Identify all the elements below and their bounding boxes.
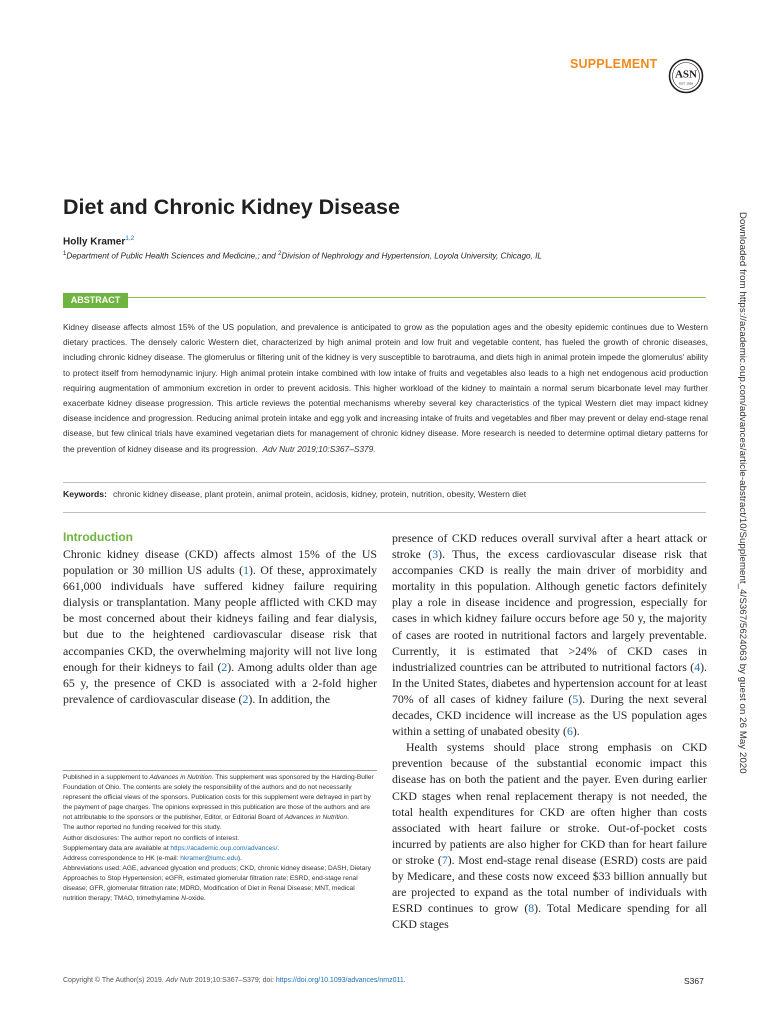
section-label: SUPPLEMENT (570, 57, 658, 71)
affiliation-mark-1: 1 (63, 251, 67, 257)
keywords-rule-top (63, 482, 706, 483)
footnote-supplementary-data: Supplementary data are available at https://academic.oup.com/advances/. (63, 844, 280, 852)
article-title: Diet and Chronic Kidney Disease (63, 195, 400, 219)
doi-link[interactable]: https://doi.org/10.1093/advances/nmz011 (275, 977, 404, 984)
reference-link[interactable]: 2 (242, 691, 249, 706)
intro-text-2: ). Of these, approximately 661,000 individuals have suffered kidney failure requiring dialysis or transplantation. Many people afflicted with CKD may be most concerned about their kidneys failing and fear dialysis, but due to the heightened cardiovascular disease risk that accompanies CKD, the overwhelming majority will not live long enough for their kidneys to fail ( (63, 563, 377, 674)
para1-text-5: ). (572, 724, 580, 739)
email-link[interactable]: hkramer@lumc.edu (180, 854, 238, 862)
reference-link[interactable]: 8 (528, 901, 535, 916)
abstract-text (63, 320, 708, 457)
keywords-rule-bottom (63, 512, 706, 513)
para1-text-2: ). Thus, the excess cardiovascular disease risk that accompanies CKD is really the main driver of morbidity and mortality in this population. Although genetic factors definitely play a role in disease incidence and progression, especially for cases in which kidney failure occurs before age 50 y, the majority of cases are rooted in nutritional factors and largely preventable. Currently, it is estimated that >24% of CKD cases in industrialized countries can be attributed to nutritional factors ( (392, 547, 708, 674)
supplementary-data-link[interactable]: https://academic.oup.com/advances/ (170, 844, 278, 852)
download-note (735, 212, 749, 812)
paragraph (392, 739, 707, 932)
keywords (63, 489, 708, 499)
para2-text-2: ). Most end-stage renal disease (ESRD) costs are paid by Medicare, and these costs now exceed $33 billion annually but are projected to expand as the total number of individuals with ESRD continues to grow ( (392, 852, 707, 916)
copyright-line: Copyright © The Author(s) 2019. Adv Nutr 2019;10:S367–S379; doi: https://doi.org/10.1093/advances/nmz011. (63, 977, 406, 984)
footnotes (63, 773, 375, 904)
author-affiliation-marks: 1,2 (125, 235, 135, 242)
intro-text-4: ). In addition, the (248, 691, 330, 706)
reference-link[interactable]: 6 (566, 724, 573, 739)
reference-link[interactable]: 3 (432, 547, 439, 562)
para1-text-1: presence of CKD reduces overall survival after a heart attack or stroke ( (392, 531, 707, 562)
abstract-citation: Adv Nutr 2019;10:S367–S379. (262, 443, 376, 454)
affiliation-1: Department of Public Health Sciences and Medicine,; and (66, 251, 278, 261)
affiliations (63, 251, 542, 261)
paragraph (392, 530, 707, 739)
section-heading-introduction: Introduction (63, 530, 133, 544)
keywords-label: Keywords: (63, 489, 107, 499)
reference-link[interactable]: 7 (441, 852, 448, 867)
download-note-text: Downloaded from https://academic.oup.com/advances/article-abstract/10/Supplement_4/S367/5624063 by guest on 26 May 2020 (737, 212, 748, 774)
body-column-right (392, 530, 707, 932)
affiliation-2: Division of Nephrology and Hypertension, Loyola University, Chicago, IL (281, 251, 542, 261)
reference-link[interactable]: 1 (243, 563, 249, 578)
journal-abbrev: Adv Nutr (165, 977, 193, 984)
intro-text-3: ). Among adults older than age 65 y, the presence of CKD is associated with a 2-fold higher prevalence of cardiovascular disease ( (63, 659, 377, 706)
logo-text: ASN (674, 68, 698, 81)
author-name[interactable]: Holly Kramer (63, 236, 126, 248)
logo-subtext: EST. 1928 (679, 81, 693, 86)
affiliation-mark-2: 2 (277, 251, 282, 257)
page-number: S367 (684, 976, 704, 986)
keywords-list: chronic kidney disease, plant protein, animal protein, acidosis, kidney, protein, nutrition, obesity, Western diet (112, 489, 527, 499)
abstract-label: ABSTRACT (63, 293, 128, 308)
footnote-correspondence: Address correspondence to HK (e-mail: hkramer@lumc.edu). (63, 854, 242, 862)
footnote-supplement: Published in a supplement to Advances in Nutrition. This supplement was sponsored by the Harding-Buller Foundation of Ohio. The contents are solely the responsibility of the authors and do not necessarily represent the official views of the sponsors. Publication costs for this supplement were defrayed in part by the payment of page charges. The opinions expressed in this publication are those of the authors and are not attributable to the sponsors or the publisher, Editor, or Editorial Board of Advances in Nutrition. (63, 774, 374, 822)
asn-logo (668, 58, 704, 94)
reference-link[interactable]: 5 (572, 691, 579, 706)
abstract-body: Kidney disease affects almost 15% of the US population, and prevalence is anticipated to grow as the population ages and the obesity epidemic continues due to Western dietary practices. The densely caloric Western diet, characterized by high animal protein and low fruit and vegetable content, has fueled the growth of chronic diseases, including chronic kidney disease. The glomerulus or filtering unit of the kidney is very susceptible to barotrauma, and diets high in animal protein impede the glomerulus' ability to protect itself from hemodynamic injury. High animal protein intake combined with low intake of fruits and vegetables also leads to a high net endogenous acid production requiring augmentation of ammonium excretion in order to prevent acidosis. This higher workload of the kidney to maintain a normal serum bicarbonate level may further exacerbate kidney disease progression. This article reviews the potential mechanisms whereby several key characteristics of the typical Western diet may impact kidney disease incidence and progression. Reducing animal protein intake and egg yolk and increasing intake of fruits and vegetables and fiber may prevent or delay end-stage renal disease, but few clinical trials have examined vegetarian diets for management of chronic kidney disease. More research is needed to determine optimal dietary patterns for the prevention of kidney disease and its progression. (63, 322, 708, 454)
para2-text-3: ). Total Medicare spending for all CKD stages (392, 901, 707, 932)
footnote-abbreviations: Abbreviations used: AGE, advanced glycation end products; CKD, chronic kidney disease; DASH, Dietary Approaches to Stop Hypertension; eGFR, estimated glomerular filtration rate; ESRD, end-stage renal disease; GFR, glomerular filtration rate; MDRD, Modification of Diet in Renal Disease; MNT, medical nutrition therapy; TMAO, trimethylamine N-oxide. (63, 864, 371, 903)
intro-text-1: Chronic kidney disease (CKD) affects almost 15% of the US population or 30 million US adults ( (63, 547, 377, 578)
reference-link[interactable]: 2 (221, 659, 228, 674)
footnote-funding: The author reported no funding received for this study. (63, 824, 222, 832)
footnote-rule (63, 770, 377, 771)
abstract-rule (63, 297, 706, 298)
author (63, 235, 134, 247)
reference-link[interactable]: 4 (694, 659, 701, 674)
para2-text-1: Health systems should place strong emphasis on CKD prevention because of the substantial economic impact this disease has on both the patient and the payer. Even during earlier CKD stages when renal replacement therapy is not needed, the total health expenditures for CKD are often higher than costs associated with heart failure or stroke. Out-of-pocket costs incurred by patients are also higher for CKD than for heart failure or stroke ( (392, 740, 707, 867)
body-column-left (63, 546, 377, 707)
para1-text-3: ). In the United States, diabetes and hypertension account for at least 70% of all cases of kidney failure ( (392, 659, 707, 706)
footnote-disclosures: Author disclosures: The author report no conflicts of interest. (63, 834, 240, 842)
para1-text-4: ). During the next several decades, CKD incidence will increase as the US population ages within a setting of unabated obesity ( (392, 691, 707, 739)
